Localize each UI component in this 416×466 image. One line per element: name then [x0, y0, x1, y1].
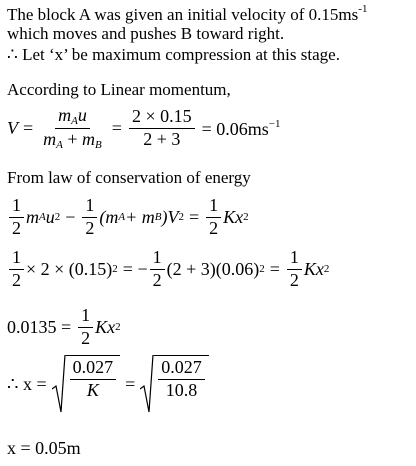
- result-equation-2: ∴ x = $\frac{0.027}{K}$ = $\frac{0.027}{10.8}$: [7, 355, 209, 413]
- intro-line-1: [7, 3, 367, 25]
- numeric-numerator: 2 × 0.15: [129, 107, 195, 129]
- square-root-1: $\frac{0.027}{K}$: [52, 355, 121, 413]
- numeric-denominator: 2 + 3: [143, 129, 181, 150]
- energy-equation-1: $\frac{1}{2}$ m A u 2 − $\frac{1}{2}$ (m A + m B )V 2 = $\frac{1}{2}$ Kx 2: [7, 196, 249, 239]
- equals-sign: =: [23, 118, 34, 139]
- intro-line-1-text: The block A was given an initial velocity of 0.15ms: [7, 5, 359, 24]
- momentum-fraction-numeric: [129, 107, 195, 150]
- half-fraction: $\frac{1}{2}$: [9, 196, 24, 239]
- equals-sign-2: =: [111, 118, 122, 139]
- half-fraction-6: $\frac{1}{2}$: [287, 248, 302, 291]
- momentum-result: = $0.06ms^{-1}$: [201, 117, 281, 139]
- fraction-denominator: $m_A + m_B$: [43, 129, 102, 152]
- fraction-numerator: $m_Au$: [55, 106, 90, 129]
- energy-heading: From law of conservation of energy: [7, 168, 251, 187]
- minus-sign: −: [65, 206, 76, 227]
- momentum-heading: According to Linear momentum,: [7, 80, 231, 99]
- half-fraction-3: $\frac{1}{2}$: [206, 196, 221, 239]
- intro-line-1-sup: -1: [358, 3, 368, 15]
- half-fraction-7: $\frac{1}{2}$: [78, 306, 93, 349]
- velocity-symbol: V: [7, 118, 18, 139]
- square-root-2: $\frac{0.027}{10.8}$: [140, 355, 209, 413]
- half-fraction-2: $\frac{1}{2}$: [82, 196, 97, 239]
- momentum-fraction-symbolic: [40, 106, 105, 151]
- half-fraction-4: $\frac{1}{2}$: [9, 248, 24, 291]
- intro-line-2: which moves and pushes B toward right.: [7, 24, 285, 43]
- half-fraction-5: $\frac{1}{2}$: [150, 248, 165, 291]
- intro-line-3: ∴ Let ‘x’ be maximum compression at this stage.: [7, 45, 340, 64]
- momentum-equation: [7, 106, 280, 151]
- energy-equation-2: $\frac{1}{2}$ × 2 × (0.15) 2 = − $\frac{1}{2}$ (2 + 3)(0.06) 2 = $\frac{1}{2}$ Kx 2: [7, 248, 329, 291]
- final-answer: x = 0.05m: [7, 438, 81, 458]
- result-equation-1: 0.0135 = $\frac{1}{2}$ Kx 2: [7, 305, 121, 348]
